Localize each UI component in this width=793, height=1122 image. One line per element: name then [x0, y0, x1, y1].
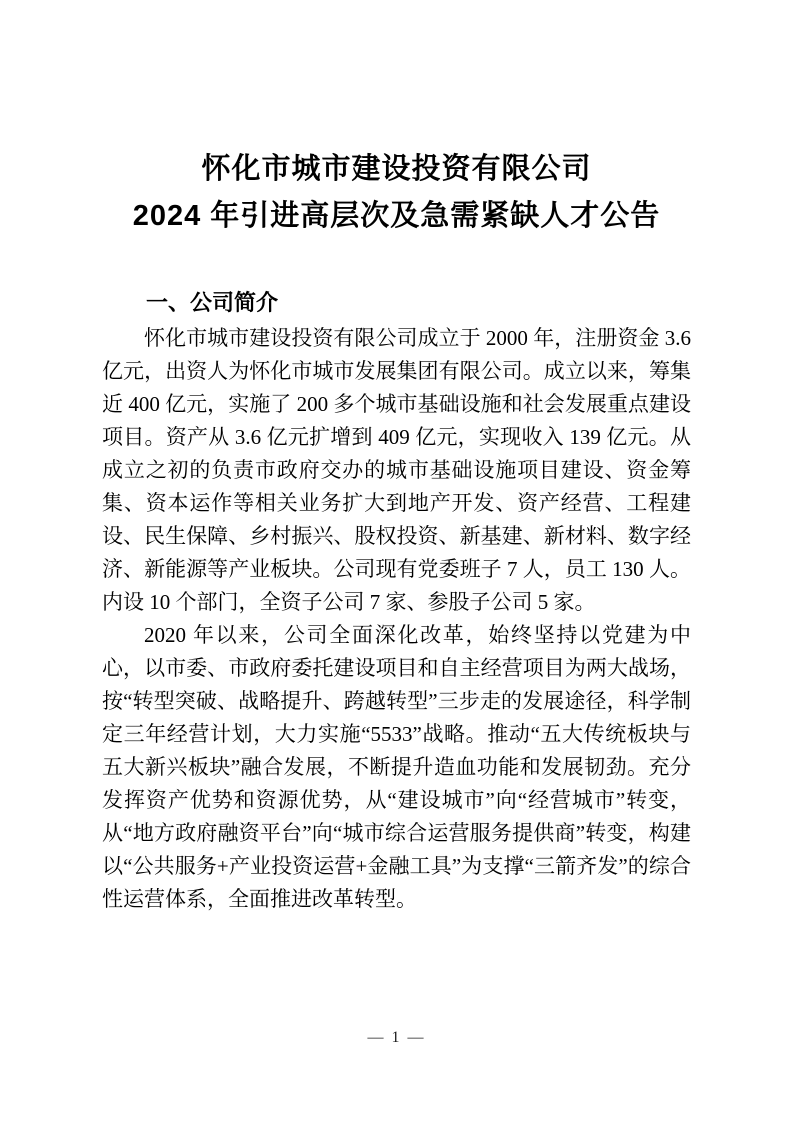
section-heading-company-intro: 一、公司简介 — [146, 290, 279, 315]
page-number: — 1 — — [367, 1029, 426, 1046]
document-title-line-2: 2024 年引进高层次及急需紧缺人才公告 — [132, 200, 661, 232]
paragraph-reform-strategy: 2020 年以来，公司全面深化改革，始终坚持以党建为中心，以市委、市政府委托建设项目和自主经营项目为两大战场，按“转型突破、战略提升、跨越转型”三步走的发展途径，科学制定三年经营计划，大力实施“5533”战略。推动“五大传统板块与五大新兴板块”融合发展，不断提升造血功能和发展韧劲。充分发挥资产优势和资源优势，从“建设城市”向“经营城市”转变，从“地方政府融资平台”向“城市综合运营服务提供商”转变，构建以“公共服务+产业投资运营+金融工具”为支撑“三箭齐发”的综合性运营体系，全面推进改革转型。 — [102, 623, 691, 911]
document-title-line-1: 怀化市城市建设投资有限公司 — [201, 153, 592, 185]
document-content — [102, 0, 691, 916]
document-title — [102, 146, 691, 240]
paragraph-company-overview: 怀化市城市建设投资有限公司成立于 2000 年，注册资金 3.6 亿元，出资人为怀化市城市发展集团有限公司。成立以来，筹集近 400 亿元，实施了 200 多个城市基础设施和社会发展重点建设项目。资产从 3.6 亿元扩增到 409 亿元，实现收入 139 亿元。从成立之初的负责市政府交办的城市基础设施项目建设、资金筹集、资本运作等相关业务扩大到地产开发、资产经营、工程建设、民生保障、乡村振兴、股权投资、新基建、新材料、数字经济、新能源等产业板块。公司现有党委班子 7 人，员工 130 人。内设 10 个部门，全资子公司 7 家、参股子公司 5 家。 — [102, 326, 691, 614]
document-body — [102, 322, 691, 916]
